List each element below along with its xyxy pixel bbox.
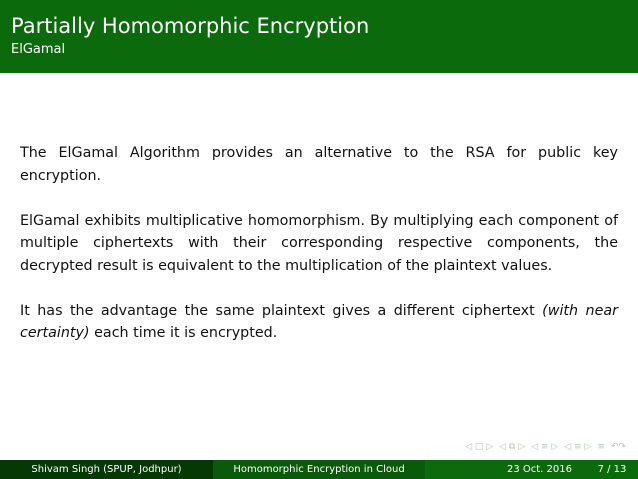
footer-author: Shivam Singh (SPUP, Jodhpur) [0,460,213,479]
slide-title: Partially Homomorphic Encryption [11,14,370,38]
slide-subtitle: ElGamal [11,42,66,57]
nav-subsection-icon[interactable]: ◁ ⧉ ▷ [499,442,526,452]
footer-talk-title: Homomorphic Encryption in Cloud [213,460,425,479]
paragraph-3 [20,300,618,345]
footer-meta [425,460,638,479]
paragraph-2: ElGamal exhibits multiplicative homomorphism. By multiplying each component of multiple ciphertexts with their corresponding respective components, the decrypted result is equivalent to the multiplication of the plaintext values. [20,212,618,274]
slide-body [20,142,618,367]
slide-footer [0,460,638,479]
nav-menu-icon[interactable]: ≡ [597,442,605,452]
beamer-navigation [465,441,626,453]
paragraph-3-text-b: each time it is encrypted. [89,325,278,341]
nav-frame-icon[interactable]: ◁ □ ▷ [465,442,494,452]
slide-header [0,0,638,73]
paragraph-3-emphasis: (with near certainty) [20,302,619,341]
nav-section-icon[interactable]: ◁ ≡ ▷ [531,442,559,452]
nav-search-back-forward-icon[interactable]: ↶↷ [610,442,626,452]
paragraph-3-text-a: It has the advantage the same plaintext gives a different ciphertext [20,302,543,319]
paragraph-1: The ElGamal Algorithm provides an alternative to the RSA for public key encryption. [20,145,618,184]
nav-document-icon[interactable]: ◁ ≡ ▷ [564,442,592,452]
footer-page-number: 7 / 13 [597,464,627,475]
footer-date: 23 Oct. 2016 [507,464,572,475]
